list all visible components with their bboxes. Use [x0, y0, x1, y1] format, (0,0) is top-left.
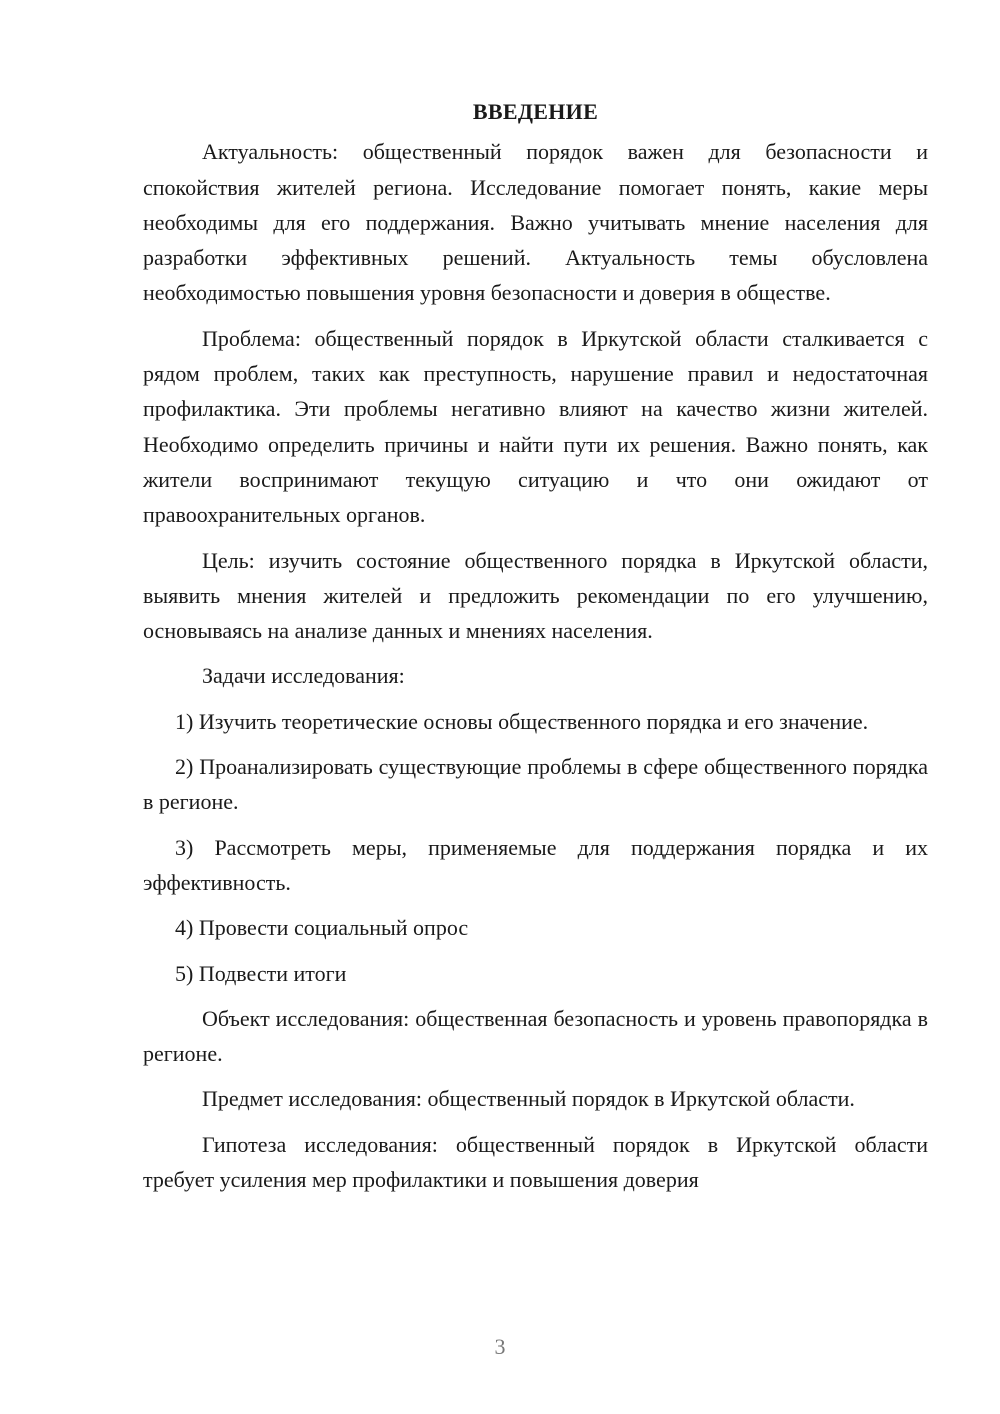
object-paragraph: Объект исследования: общественная безопасность и уровень правопорядка в регионе. — [143, 1005, 928, 1067]
task-item: 1) Изучить теоретические основы общественного порядка и его значение. — [175, 708, 869, 734]
hypothesis-paragraph: Гипотеза исследования: общественный порядок в Иркутской области требует усиления мер профилактики и повышения доверия — [143, 1131, 928, 1193]
task-item: 2) Проанализировать существующие проблемы в сфере общественного порядка в регионе. — [143, 754, 928, 815]
relevance-paragraph: Актуальность: общественный порядок важен для безопасности и спокойствия жителей региона. Исследование помогает понять, какие меры необходимы для его поддержания. Важно учитывать мнение населения для разработки эффективных решений. Актуальность темы обусловлена необходимостью повышения уровня безопасности и доверия в обществе. — [143, 139, 928, 306]
tasks-heading: Задачи исследования: — [202, 663, 405, 689]
subject-paragraph: Предмет исследования: общественный порядок в Иркутской области. — [202, 1086, 855, 1112]
task-item: 5) Подвести итоги — [175, 960, 347, 986]
task-item: 3) Рассмотреть меры, применяемые для поддержания порядка и их эффективность. — [143, 834, 928, 895]
section-title: ВВЕДЕНИЕ — [472, 99, 599, 124]
task-item: 4) Провести социальный опрос — [175, 915, 469, 941]
problem-paragraph: Проблема: общественный порядок в Иркутской области сталкивается с рядом проблем, таких как преступность, нарушение правил и недостаточная профилактика. Эти проблемы негативно влияют на качество жизни жителей. Необходимо определить причины и найти пути их решения. Важно понять, как жители воспринимают текущую ситуацию и что они ожидают от правоохранительных органов. — [143, 325, 928, 528]
document-page — [143, 94, 928, 1197]
goal-paragraph: Цель: изучить состояние общественного порядка в Иркутской области, выявить мнения жителей и предложить рекомендации по его улучшению, основываясь на анализе данных и мнениях населения. — [143, 547, 928, 644]
page-number: 3 — [494, 1334, 506, 1359]
